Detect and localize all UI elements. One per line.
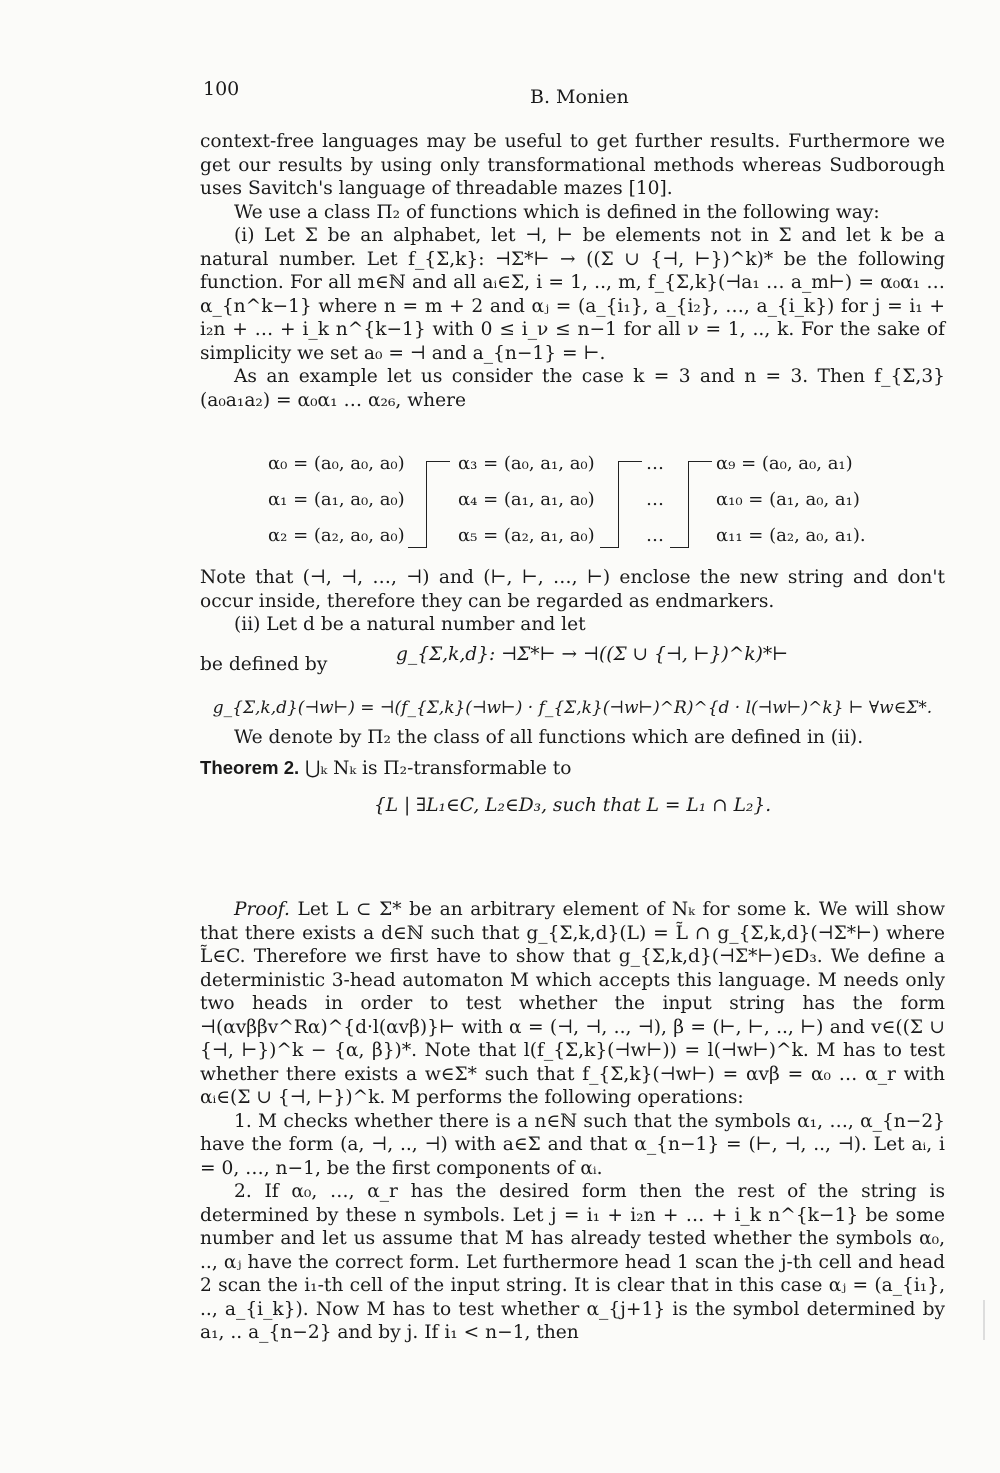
- diagram-cell: …: [646, 525, 664, 546]
- paragraph-3: (i) Let Σ be an alphabet, let ⊣, ⊢ be elements not in Σ and let k be a natural number. Let f_{Σ,k}: ⊣Σ*⊢ → ((Σ ∪ {⊣, ⊢})^k)* be the following function. For all m∈ℕ and all aᵢ∈Σ, i = 1, .., m, f_{Σ,k}(⊣a₁ … a_m⊢) = α₀α₁ … α_{n^k−1} where n = m + 2 and αⱼ = (a_{i₁}, a_{i₂}, …, a_{i_k}) for j = i₁ + i₂n + … + i_k n^{k−1} with 0 ≤ i_ν ≤ n−1 for all ν = 1, .., k. For the sake of simplicity we set a₀ = ⊣ and a_{n−1} = ⊢.: [200, 225, 945, 364]
- page-number: 100: [203, 78, 240, 100]
- diagram-column-3: [646, 446, 664, 554]
- g-definition-formula: g_{Σ,k,d}: ⊣Σ*⊢ → ⊣((Σ ∪ {⊣, ⊢})^k)*⊢: [396, 643, 789, 665]
- diagram-cell: …: [646, 453, 664, 474]
- theorem-label: Theorem 2.: [200, 756, 300, 778]
- diagram-cell: α₄ = (a₁, a₁, a₀): [458, 489, 595, 510]
- theorem-text: ⋃ₖ Nₖ is Π₂-transformable to: [305, 757, 572, 779]
- scan-artifact: [983, 1300, 985, 1340]
- paragraph-1: context-free languages may be useful to get further results. Furthermore we get our results by using only transformational methods whereas Sudborough uses Savitch's language of threadable mazes [10].: [200, 131, 945, 199]
- diagram-bracket: [408, 461, 427, 548]
- body-text-proof: [200, 898, 945, 1345]
- diagram-cell: α₁₁ = (a₂, a₀, a₁).: [716, 525, 866, 546]
- diagram-arrow: [688, 461, 712, 462]
- diagram-cell: α₉ = (a₀, a₀, a₁): [716, 453, 853, 474]
- example-diagram: [268, 446, 888, 566]
- diagram-bracket: [600, 461, 619, 548]
- diagram-cell: α₁ = (a₁, a₀, a₀): [268, 489, 405, 510]
- g-formula: g_{Σ,k,d}(⊣w⊢) = ⊣(f_{Σ,k}(⊣w⊢) · f_{Σ,k}(⊣w⊢)^R)^{d · l(⊣w⊢)^k} ⊢ ∀w∈Σ*.: [212, 697, 933, 718]
- step-2: 2. If α₀, …, α_r has the desired form then the rest of the string is determined by these n symbols. Let j = i₁ + i₂n + … + i_k n^{k−1} be some number and let us assume that M has already tested whether the symbols α₀, .., αⱼ have the correct form. Let furthermore head 1 scan the j-th cell and head 2 scan the i₁-th cell of the input string. It is clear that in this case αⱼ = (a_{i₁}, .., a_{i_k}). Now M has to test whether α_{j+1} is the symbol determined by a₁, .. a_{n−2} and by j. If i₁ < n−1, then: [200, 1181, 945, 1343]
- paragraph-9: We denote by Π₂ the class of all functions which are defined in (ii).: [234, 727, 864, 748]
- proof-label: Proof.: [234, 899, 290, 920]
- paragraph-4: As an example let us consider the case k = 3 and n = 3. Then f_{Σ,3}(a₀a₁a₂) = α₀α₁ … α₂₆, where: [200, 366, 945, 411]
- diagram-arrow: [426, 461, 450, 462]
- diagram-cell: α₅ = (a₂, a₁, a₀): [458, 525, 595, 546]
- diagram-cell: α₀ = (a₀, a₀, a₀): [268, 453, 405, 474]
- paragraph-2: We use a class Π₂ of functions which is defined in the following way:: [234, 201, 880, 223]
- diagram-cell: α₂ = (a₂, a₀, a₀): [268, 525, 405, 546]
- theorem-formula: {L | ∃L₁∈C, L₂∈D₃, such that L = L₁ ∩ L₂}.: [373, 795, 772, 816]
- proof-paragraph: [200, 898, 945, 1110]
- diagram-cell: …: [646, 489, 664, 510]
- defined-by-label: be defined by: [200, 653, 328, 675]
- diagram-arrow: [618, 461, 642, 462]
- diagram-column-1: [268, 446, 405, 554]
- diagram-column-2: [458, 446, 595, 554]
- diagram-cell: α₃ = (a₀, a₁, a₀): [458, 453, 595, 474]
- theorem-2: [200, 756, 945, 781]
- paragraph-5: Note that (⊣, ⊣, …, ⊣) and (⊢, ⊢, …, ⊢) enclose the new string and don't occur inside, therefore they can be regarded as endmarkers.: [200, 567, 945, 612]
- diagram-cell: α₁₀ = (a₁, a₀, a₁): [716, 489, 860, 510]
- diagram-column-4: [716, 446, 866, 554]
- step-1: 1. M checks whether there is a n∈ℕ such that the symbols α₁, …, α_{n−2} have the form (a, ⊣, .., ⊣) with a∈Σ and that α_{n−1} = (⊢, ⊣, .., ⊣). Let aᵢ, i = 0, …, n−1, be the first components of αᵢ.: [200, 1110, 945, 1179]
- proof-text: Let L ⊂ Σ* be an arbitrary element of Nₖ for some k. We will show that there exists a d∈ℕ such that g_{Σ,k,d}(L) = L̃ ∩ g_{Σ,k,d}(⊣Σ*⊢) where L̃∈C. Therefore we first have to show that g_{Σ,k,d}(⊣Σ*⊢)∈D₃. We define a deterministic 3-head automaton M which accepts this language. M needs only two heads in order to test whether the input string has the form ⊣(αvββv^Rα)^{d·l(αvβ)}⊢ with α = (⊣, ⊣, .., ⊣), β = (⊢, ⊢, .., ⊢) and v∈((Σ ∪ {⊣, ⊢})^k − {α, β})*. Note that l(f_{Σ,k}(⊣w⊢)) = l(⊣w⊢)^k. M has to test whether there exists a w∈Σ* such that f_{Σ,k}(⊣w⊢) = αvβ = α₀ … α_r with αᵢ∈(Σ ∪ {⊣, ⊢})^k. M performs the following operations:: [200, 899, 945, 1108]
- paragraph-6: (ii) Let d be a natural number and let: [234, 614, 586, 635]
- definition-line: [200, 643, 945, 683]
- diagram-bracket: [670, 461, 689, 548]
- body-text-top: [200, 130, 945, 412]
- body-text-middle: [200, 566, 945, 818]
- running-head-author: B. Monien: [530, 86, 629, 108]
